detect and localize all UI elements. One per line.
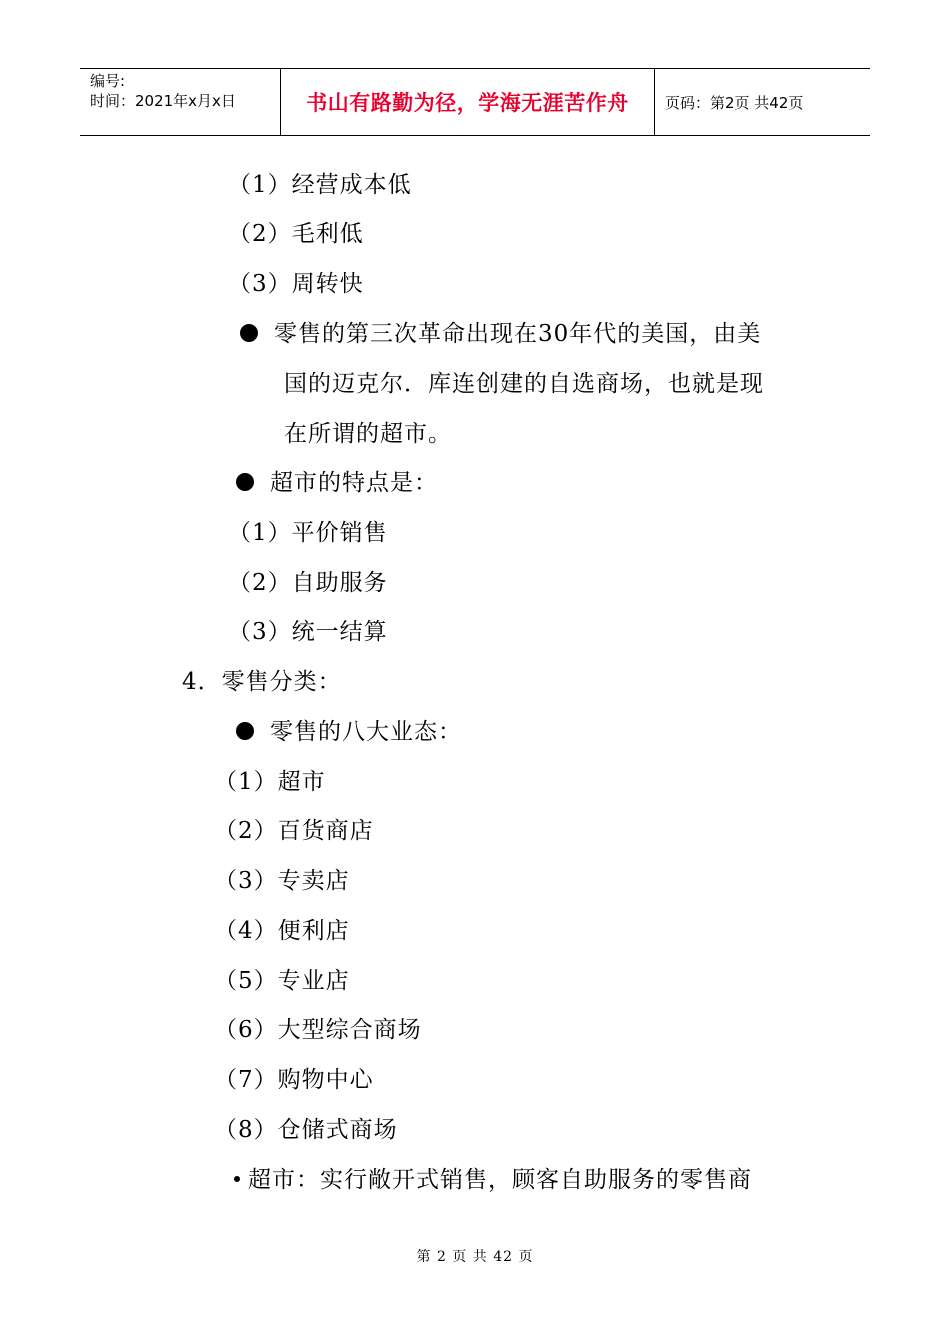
header-number-label: 编号: <box>90 72 126 90</box>
list-item: （8）仓储式商场 <box>214 1117 398 1143</box>
heading-text: 零售的八大业态： <box>270 719 462 745</box>
list-item: （6）大型综合商场 <box>214 1017 422 1043</box>
list-item: （1）平价销售 <box>228 520 388 546</box>
paragraph-text: 零售的第三次革命出现在30年代的美国，由美 <box>274 321 762 347</box>
header-page-info: 页码：第2页 共42页 <box>665 93 804 112</box>
bullet-heading <box>236 468 438 498</box>
header-meta <box>80 69 281 135</box>
list-item: （5）专业店 <box>214 968 350 994</box>
bullet-heading <box>236 717 462 747</box>
page-footer: 第 2 页 共 42 页 <box>416 1249 534 1265</box>
list-item: （7）购物中心 <box>214 1067 374 1093</box>
list-item: （3）统一结算 <box>228 619 388 645</box>
list-item: （1）超市 <box>214 769 326 795</box>
heading-text: 超市的特点是： <box>270 470 438 496</box>
header-motto: 书山有路勤为径，学海无涯苦作舟 <box>281 69 655 135</box>
paragraph-text: 超市：实行敞开式销售，顾客自助服务的零售商 <box>248 1167 752 1193</box>
bullet-paragraph <box>240 319 761 349</box>
bullet-icon <box>236 473 254 491</box>
list-item: （3）周转快 <box>228 271 364 297</box>
small-bullet-paragraph <box>234 1165 752 1195</box>
header-time-label: 时间：2021年x月x日 <box>90 92 236 110</box>
page-header <box>80 68 870 136</box>
list-item: （4）便利店 <box>214 918 350 944</box>
list-item: （2）百货商店 <box>214 818 374 844</box>
list-item: （2）自助服务 <box>228 570 388 596</box>
paragraph-line: 国的迈克尔．库连创建的自选商场，也就是现 <box>284 371 764 397</box>
list-item: （3）专卖店 <box>214 868 350 894</box>
paragraph-line: 在所谓的超市。 <box>284 421 452 447</box>
list-item: （1）经营成本低 <box>228 172 412 198</box>
small-bullet-icon <box>234 1176 240 1182</box>
section-heading: 4．零售分类： <box>182 669 342 695</box>
list-item: （2）毛利低 <box>228 221 364 247</box>
bullet-icon <box>240 324 258 342</box>
bullet-icon <box>236 722 254 740</box>
